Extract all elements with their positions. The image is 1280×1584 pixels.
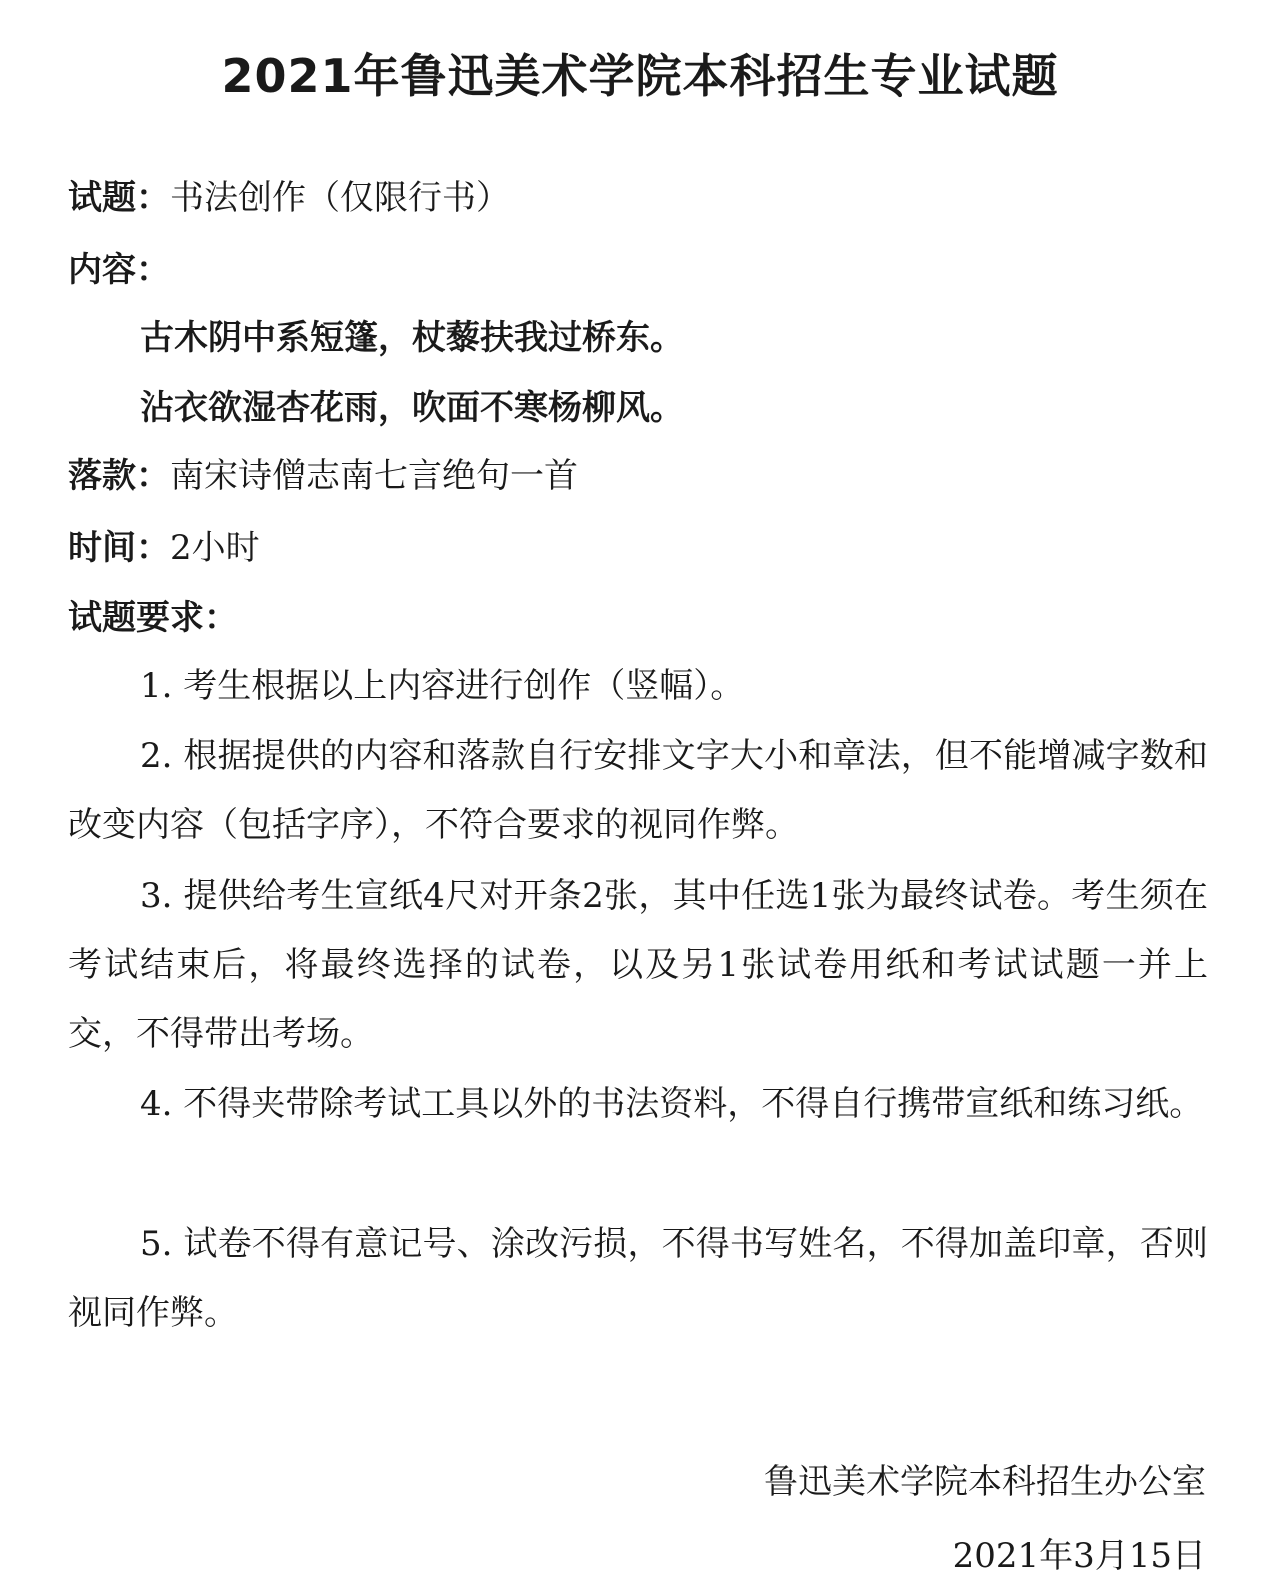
inscription-row bbox=[68, 456, 578, 496]
subject-value: 书法创作（仅限行书） bbox=[170, 178, 510, 218]
requirement-item: 3. 提供给考生宣纸4尺对开条2张，其中任选1张为最终试卷。考生须在考试结束后，将最终选择的试卷，以及另1张试卷用纸和考试试题一并上交，不得带出考场。 bbox=[68, 876, 1208, 1054]
requirements-label: 试题要求： bbox=[68, 598, 238, 638]
requirement-item: 1. 考生根据以上内容进行创作（竖幅）。 bbox=[140, 666, 745, 706]
content-label: 内容： bbox=[68, 250, 170, 290]
requirements-row bbox=[68, 598, 238, 638]
requirement-item: 5. 试卷不得有意记号、涂改污损，不得书写姓名，不得加盖印章，否则视同作弊。 bbox=[68, 1224, 1208, 1333]
document-title: 2021年鲁迅美术学院本科招生专业试题 bbox=[221, 49, 1059, 103]
time-row bbox=[68, 528, 260, 568]
time-label: 时间： bbox=[68, 528, 170, 568]
inscription-label: 落款： bbox=[68, 456, 170, 496]
requirement-item: 2. 根据提供的内容和落款自行安排文字大小和章法，但不能增减字数和改变内容（包括字序），不符合要求的视同作弊。 bbox=[68, 736, 1208, 845]
content-row bbox=[68, 250, 170, 290]
issuing-office: 鲁迅美术学院本科招生办公室 bbox=[764, 1462, 1206, 1502]
subject-label: 试题： bbox=[68, 178, 170, 218]
issue-date: 2021年3月15日 bbox=[952, 1536, 1206, 1576]
subject-row bbox=[68, 178, 510, 218]
inscription-value: 南宋诗僧志南七言绝句一首 bbox=[170, 456, 578, 496]
poem-line: 沾衣欲湿杏花雨，吹面不寒杨柳风。 bbox=[140, 388, 684, 428]
requirement-item: 4. 不得夹带除考试工具以外的书法资料，不得自行携带宣纸和练习纸。 bbox=[140, 1084, 1204, 1124]
poem-line: 古木阴中系短篷，杖藜扶我过桥东。 bbox=[140, 318, 684, 358]
time-value: 2小时 bbox=[170, 528, 260, 568]
